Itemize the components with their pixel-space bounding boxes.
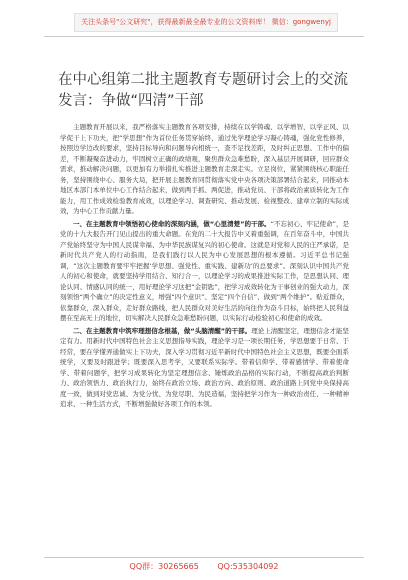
footer-qq-group: QQ群：30265665 xyxy=(129,562,199,571)
intro-paragraph: 主题教育开展以来，我严格落实主题教育各项安排，持续在以学铸魂、以学增智、以学正风、以学促干上下功夫，把“学思想”作为首位任务贯穿始终，通过先学理论学习凝心铸魂，强化党性修养，按照边学边改的要求，坚持目标导向和问题导向相统一，查不足找差距，及时纠正思想、工作中的偏差，不断凝聚奋进动力，牢固树立正确的政绩观，聚焦群众急难愁盼，深入基层开展调研，回应群众需求，推动解决问题，以更加有力举措扎实推进主题教育走深走实。立足岗位，紧紧围绕核心职能任务，坚持围绕中心、服务大局，把开展主题教育同贯彻落实党中央各项决策部署结合起来，同推动本地区本部门本单位中心工作结合起来，做到两手抓、两促进，推动党员、干部将政治素质转化为工作能力，用工作成效检验教育成效，以理论学习、调查研究、推动发展、检视整改、建章立制的实际成效，为中心工作贡献力量。 xyxy=(60,123,349,215)
document-body xyxy=(60,122,349,552)
footer-divider xyxy=(44,557,364,558)
section-1-heading: 一、在主题教育中领悟初心使命的深刻内涵，做“心里清楚”的干部。 xyxy=(73,219,271,228)
document-title: 在中心组第二批主题教育专题研讨会上的交流发言：争做“四清”干部 xyxy=(58,72,348,109)
header-divider xyxy=(44,36,364,37)
section-2-heading: 二、在主题教育中筑牢理想信念根基，做“头脑清醒”的干部。 xyxy=(73,326,252,335)
section-1-paragraph xyxy=(60,219,349,324)
footer-qq: QQ:535304092 xyxy=(217,562,279,571)
footer-contact xyxy=(0,561,408,572)
section-1-text: “不忘初心、牢记使命”，是党的十九大报告开门见山提出的重大命题。在党的二十大报告中又着重强调，在百年奋斗中，中国共产党始终坚守为中国人民谋幸福、为中华民族谋复兴的初心使命。这就是对党和人民的庄严承诺，是新时代共产党人的行动指南，是我们践行以人民为中心发展思想的根本遵循。习近平总书记强调，“这次主题教育要牢牢把握‘学思想、强党性、重实践、建新功’的总要求”。深刻认识中国共产党人的初心和使命，就要坚持学用结合、知行合一，以理论学习的成果推进实际工作，是思想认同、理论认同、情感认同的统一，用好理论学习这把“金钥匙”，把学习成效转化为干事创业的强大动力，深刻领悟“两个确立”的决定性意义，增强“四个意识”、坚定“四个自信”、做到“两个维护”。贴近群众，依靠群众，深入群众，走好群众路线，把人民群众对美好生活的向往作为奋斗目标，始终把人民利益摆在至高无上的地位，切实解决人民群众急难愁盼问题，以实际行动检验初心和使命的成效。 xyxy=(60,219,349,322)
section-2-paragraph xyxy=(60,326,349,410)
promo-banner: 关注头条号"公文研究"，获得最新最全最专业的公文资料库！ 微信：gongwenyj xyxy=(74,13,338,32)
section-2-text: 理论上清醒坚定，理想信念才能坚定有力。用新时代中国特色社会主义思想指导实践，理论学习是一项长期任务，学思想要于日常、于经常，要在学懂弄通做实上下功夫，深入学习贯彻习近平新时代中国特色社会主义思想，既要全面系统学，又要及时跟进学；既要深入思考学，又要联系实际学。带着信仰学、带着感情学、带着使命学、带着问题学，把学习成果转化为坚定理想信念、锤炼政治品格的实际行动，不断提高政治判断力、政治领悟力、政治执行力，始终在政治立场、政治方向、政治原则、政治道路上同党中央保持高度一致，做到对党忠诚、为党分忧、为党尽职、为民造福，坚持把学习作为一种政治责任、一种精神追求、一种生活方式，不断增强做好各项工作的本领。 xyxy=(60,326,349,408)
